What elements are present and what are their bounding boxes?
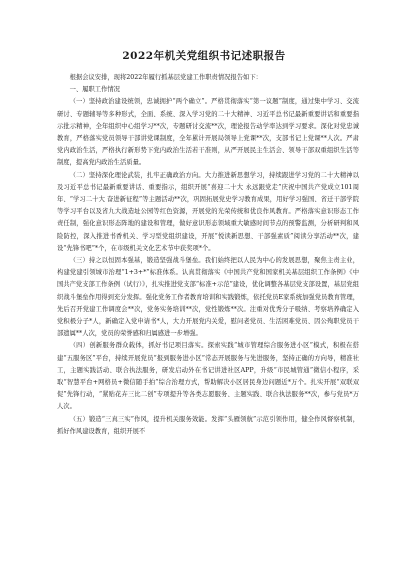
paragraph: （四）创新服务群众载体，抓好书记项目落实。探索实践“城市管理综合服务进小区”模式，积极在搭建“五服务区”平台，持续开展党员“报到服务进小区”常态开展服务与先进服务，坚持正确的方向导，精准社工，主题实践活动、联合执法服务，研发启动外在书记讲进社区APP，升级“市民城管通”微信小程序，采取“智慧平台+网格员+微信随手拍”综合治理方式，帮助解决小区居民身边问题近*万个。扎实开展“双联双促”先锋行动，“紧贴花卉三比二创”专项提升等各类志愿服务、主题实践、联合执法服务**次，参与党员*万人次。	[57, 342, 359, 411]
document-title: 2022年机关党组织书记述职报告	[122, 50, 286, 62]
paragraph: （三）持之以恒固本强基，锻造坚强战斗堡垒。我们始终把以人民为中心的发展思想，聚焦主责主业，构建党建引领城市治理“1+3+*”标准体系。认真贯彻落实《中国共产党和国家机关基层组织工作条例》《中国共产党支部工作条例（试行）》，扎实推进党支部“标准+示范”建设，优化调整各基层党支部设置，基层党组织战斗堡垒作用得到充分发挥。强化党务工作者教育培训和实践锻炼，依托党员E家系统加强党员教育管理，先后召开党建工作调度会**次，党务实务培训**次，党性锻炼**次。注重对优秀分子吸纳、考察培养确定入党积极分子*人，新确定入党申请书*人，大力开展党内关爱，慰问老党员、生活困难党员、因公殉职党员干部遗属**人次，党员的荣誉感和归属感进一步增强。	[57, 257, 359, 338]
intro-paragraph: 根据会议安排，现将2022年履行抓基层党建工作职责情况报告如下：	[69, 74, 262, 81]
document-body	[57, 72, 359, 438]
section-heading: 一、履职工作情况	[69, 86, 120, 94]
paragraph: （二）坚持深化理论武装，扎牢正确政治方向。大力推进新思想学习，持续跟进学习党的二十大精神以及习近平总书记最新重要讲话、重要指示，组织开展“喜迎二十大 永远跟党走”庆祝中国共产党成立101周年、“学习二十大 奋进新征程”等主题活动**次，巩固拓展党史学习教育成果，用好学习强国、省迁干部学院等学习平台以及省九大战造址公园等红色资源，开展党的光荣传统和优良作风教育。严格落实意识形态工作责任制，强化意识形态阵地的建设和管理，做好意识形态领域重大敏感时间节点的预警监测，分析研判和风险防控，深入推进书香机关、学习型党组织建设，开展“悦读新思想、干部强素质”阅读分享活动**次，建设“先锋书吧”*个，在市级机关文化艺术节中获奖项*个。	[57, 171, 359, 252]
paragraph: （一）坚持政治建设统领，忠诚拥护“两个确立”。严格贯彻落实“第一议题”制度，通过集中学习、交流研讨、专题辅导等多种形式，全面、系统、深入学习党的二十大精神、习近平总书记最新重要讲话和重要指示批示精神，全年组织中心组学习**次，专题研讨交流**次，理论报告动学率达到学习要求。深化对党忠诚教育，严格落实党员领导干部讲党课制度，全年累计开展局领导上党课**次，支部书记上党课**人次。严肃党内政治生活，严格执行新形势下党内政治生活若干准则，从严开展民主生活会、领导干部双重组织生活等制度，提高党内政治生活质量。	[57, 98, 359, 167]
paragraph: （五）锻造“三真三实”作风，提升机关服务效能。发挥“头雁领航”示范引领作用，健全作风督察机制，抓好作风建设教育，组织开展不	[57, 415, 359, 435]
